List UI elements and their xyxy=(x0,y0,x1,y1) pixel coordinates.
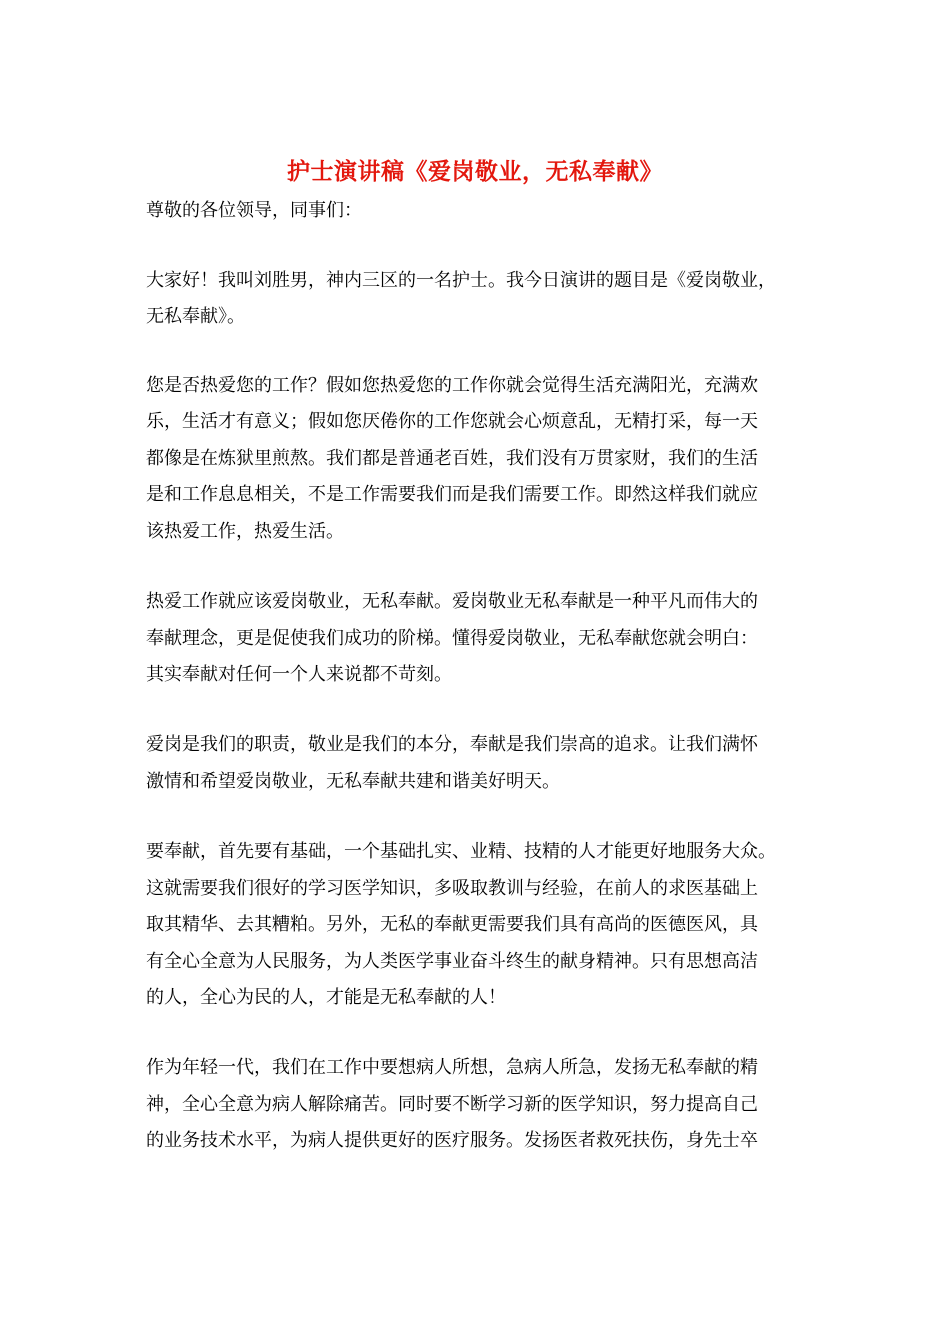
paragraph-line: 作为年轻一代，我们在工作中要想病人所想，急病人所急，发扬无私奉献的精 xyxy=(146,1057,758,1078)
paragraph-line: 的人，全心为民的人，才能是无私奉献的人！ xyxy=(146,987,506,1008)
paragraph-line: 要奉献，首先要有基础，一个基础扎实、业精、技精的人才能更好地服务大众。 xyxy=(146,841,776,862)
paragraph-line: 都像是在炼狱里煎熬。我们都是普通老百姓，我们没有万贯家财，我们的生活 xyxy=(146,448,758,469)
paragraph-line: 是和工作息息相关，不是工作需要我们而是我们需要工作。即然这样我们就应 xyxy=(146,484,758,505)
salutation: 尊敬的各位领导，同事们： xyxy=(146,200,362,221)
paragraph-line: 奉献理念，更是促使我们成功的阶梯。懂得爱岗敬业，无私奉献您就会明白： xyxy=(146,628,758,649)
paragraph-line: 的业务技术水平，为病人提供更好的医疗服务。发扬医者救死扶伤，身先士卒 xyxy=(146,1130,758,1151)
paragraph-line: 大家好！我叫刘胜男，神内三区的一名护士。我今日演讲的题目是《爱岗敬业， xyxy=(146,270,776,291)
paragraph-line: 爱岗是我们的职责，敬业是我们的本分，奉献是我们崇高的追求。让我们满怀 xyxy=(146,734,758,755)
paragraph-line: 其实奉献对任何一个人来说都不苛刻。 xyxy=(146,664,452,685)
paragraph-line: 这就需要我们很好的学习医学知识，多吸取教训与经验，在前人的求医基础上 xyxy=(146,878,758,899)
paragraph-line: 乐，生活才有意义；假如您厌倦你的工作您就会心烦意乱，无精打采，每一天 xyxy=(146,411,758,432)
paragraph-line: 热爱工作就应该爱岗敬业，无私奉献。爱岗敬业无私奉献是一种平凡而伟大的 xyxy=(146,591,758,612)
paragraph-line: 无私奉献》。 xyxy=(146,306,245,327)
paragraph-line: 取其精华、去其糟粕。另外，无私的奉献更需要我们具有高尚的医德医风，具 xyxy=(146,914,758,935)
paragraph-line: 神，全心全意为病人解除痛苦。同时要不断学习新的医学知识，努力提高自己 xyxy=(146,1094,758,1115)
paragraph-line: 有全心全意为人民服务，为人类医学事业奋斗终生的献身精神。只有思想高洁 xyxy=(146,951,758,972)
paragraph-line: 该热爱工作，热爱生活。 xyxy=(146,521,344,542)
paragraph-line: 您是否热爱您的工作？假如您热爱您的工作你就会觉得生活充满阳光，充满欢 xyxy=(146,375,758,396)
paragraph-line: 激情和希望爱岗敬业，无私奉献共建和谐美好明天。 xyxy=(146,771,560,792)
document-title: 护士演讲稿《爱岗敬业，无私奉献》 xyxy=(287,158,663,185)
